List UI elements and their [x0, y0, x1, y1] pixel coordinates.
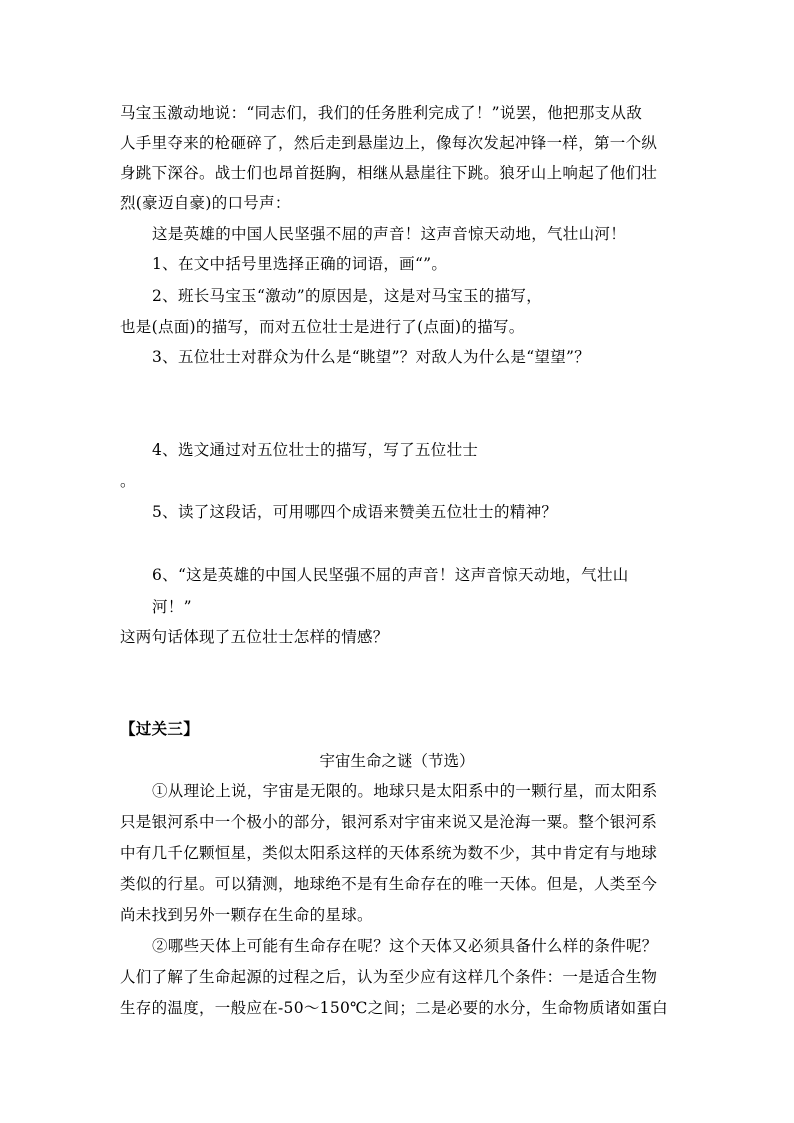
passage-line-1: 马宝玉激动地说：“同志们，我们的任务胜利完成了！”说罢，他把那支从敌	[120, 104, 643, 122]
passage-line-4: 烈(豪迈自豪)的口号声：	[120, 194, 291, 212]
question-6-line-3: 这两句话体现了五位壮士怎样的情感？	[120, 628, 389, 646]
section-heading: 【过关三】	[120, 719, 200, 738]
passage-line-3: 身跳下深谷。战士们也昂首挺胸，相继从悬崖往下跳。狼牙山上响起了他们壮	[120, 164, 658, 182]
article-line-4: 类似的行星。可以猜测，地球绝不是有生命存在的唯一天体。但是，人类至今	[120, 875, 658, 893]
question-2-line-2: 也是(点面)的描写，而对五位壮士是进行了(点面)的描写。	[120, 318, 525, 336]
question-6-line-1: 6、“这是英雄的中国人民坚强不屈的声音！这声音惊天动地，气壮山	[152, 566, 629, 584]
passage-line-2: 人手里夺来的枪砸碎了，然后走到悬崖边上，像每次发起冲锋一样，第一个纵	[120, 134, 658, 152]
article-title: 宇宙生命之谜（节选）	[319, 752, 475, 770]
article-line-6: ②哪些天体上可能有生命存在呢？这个天体又必须具备什么样的条件呢？	[152, 937, 658, 955]
question-4: 4、选文通过对五位壮士的描写，写了五位壮士	[152, 441, 479, 459]
passage-line-5: 这是英雄的中国人民坚强不屈的声音！这声音惊天动地，气壮山河！	[152, 225, 627, 243]
question-2-line-1: 2、班长马宝玉“激动”的原因是，这是对马宝玉的描写，	[152, 287, 543, 305]
article-line-8: 生存的温度，一般应在-50～150℃之间；二是必要的水分，生命物质诸如蛋白	[120, 999, 668, 1017]
question-5: 5、读了这段话，可用哪四个成语来赞美五位壮士的精神？	[152, 503, 558, 521]
question-1: 1、在文中括号里选择正确的词语，画“”。	[152, 255, 448, 273]
article-line-2: 只是银河系中一个极小的部分，银河系对宇宙来说又是沧海一粟。整个银河系	[120, 813, 658, 831]
article-line-5: 尚未找到另外一颗存在生命的星球。	[120, 906, 373, 924]
question-3: 3、五位壮士对群众为什么是“眺望”？对敌人为什么是“望望”？	[152, 348, 591, 366]
article-line-3: 中有几千亿颗恒星，类似太阳系这样的天体系统为数不少，其中肯定有与地球	[120, 844, 658, 862]
article-line-7: 人们了解了生命起源的过程之后，认为至少应有这样几个条件：一是适合生物	[120, 968, 658, 986]
question-6-line-2: 河！”	[152, 598, 192, 616]
article-line-1: ①从理论上说，宇宙是无限的。地球只是太阳系中的一颗行星，而太阳系	[152, 782, 658, 800]
question-4-end: 。	[120, 472, 136, 490]
